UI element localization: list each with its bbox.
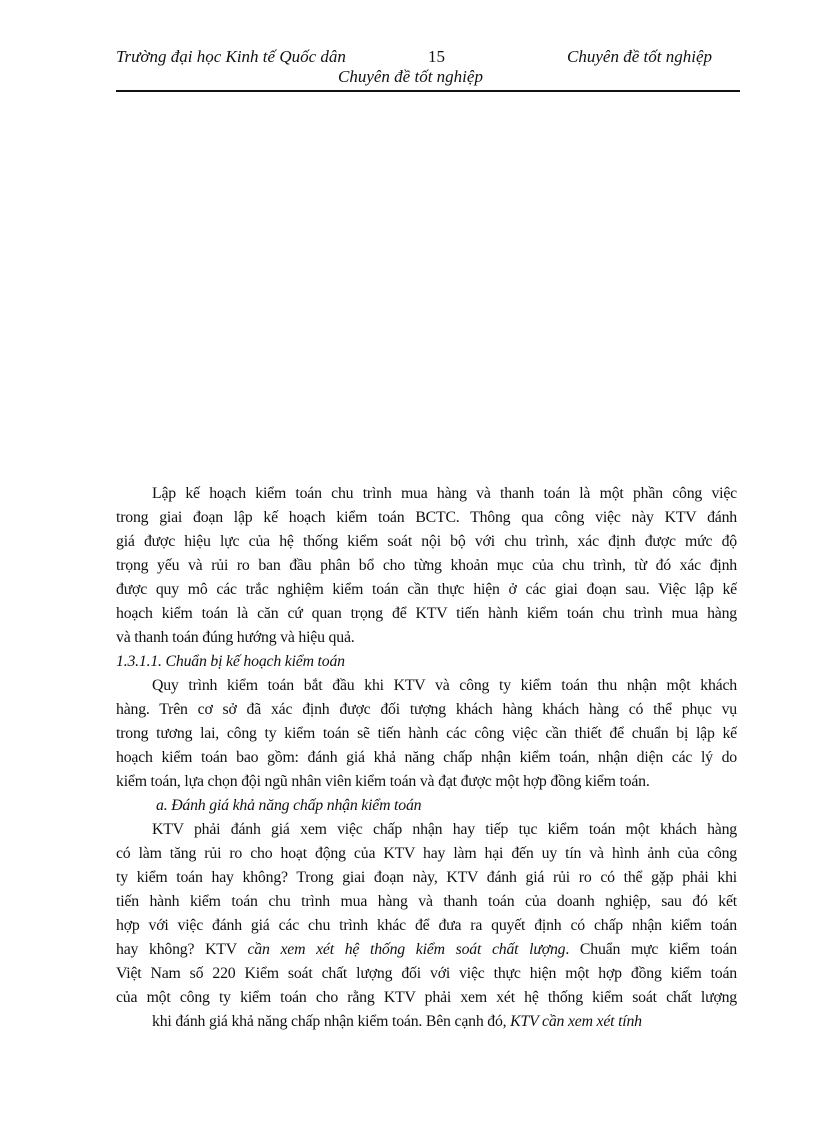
paragraph-3-text: khi đánh giá khả năng chấp nhận kiểm toán. Bên cạnh đó, (152, 1013, 511, 1030)
paragraph-3-line: hợp với việc đánh giá các chu trình khác để đưa ra quyết định có chấp nhận kiểm toán (116, 917, 737, 934)
emphasis-consider: KTV cần xem xét tính (510, 1013, 642, 1030)
paragraph-3-line: ty kiểm toán hay không? Trong giai đoạn này, KTV đánh giá rủi ro có thể gặp phải khi (116, 869, 737, 886)
header-school-name: Trường đại học Kinh tế Quốc dân (116, 47, 346, 66)
header-document-type: Chuyên đề tốt nghiệp (567, 47, 712, 66)
paragraph-1-line: Lập kế hoạch kiểm toán chu trình mua hàng và thanh toán là một phần công việc (152, 485, 737, 502)
header-page-number: 15 (428, 47, 445, 66)
paragraph-3-line: tiến hành kiểm toán chu trình mua hàng và thanh toán của doanh nghiệp, sau đó kết (116, 893, 737, 910)
section-heading: 1.3.1.1. Chuẩn bị kế hoạch kiểm toán (116, 653, 345, 670)
paragraph-1-line: giá được hiệu lực của hệ thống kiểm soát nội bộ với chu trình, xác định được mức độ (116, 533, 737, 550)
paragraph-2-line: trong tương lai, công ty kiểm toán sẽ tiến hành các công việc cần thiết để chuẩn bị lập kế (116, 725, 737, 742)
paragraph-3-line: có làm tăng rủi ro cho hoạt động của KTV hay làm hại đến uy tín và hình ảnh của công (116, 845, 737, 862)
page-header (116, 44, 740, 92)
paragraph-2-line: hoạch kiểm toán bao gồm: đánh giá khả năng chấp nhận kiểm toán, nhận diện các lý do (116, 749, 737, 766)
header-subtitle: Chuyên đề tốt nghiệp (338, 67, 483, 86)
paragraph-1-line: và thanh toán đúng hướng và hiệu quả. (116, 629, 355, 646)
paragraph-2-line: hàng. Trên cơ sở đã xác định được đối tượng khách hàng khách hàng có thể phục vụ (116, 701, 737, 718)
paragraph-3-line: Việt Nam số 220 Kiểm soát chất lượng đối với việc thực hiện một hợp đồng kiểm toán (116, 965, 737, 982)
paragraph-3-line: của một công ty kiểm toán cho rằng KTV phải xem xét hệ thống kiểm soát chất lượng (116, 989, 737, 1006)
paragraph-1-line: trong giai đoạn lập kế hoạch kiểm toán BCTC. Thông qua công việc này KTV đánh (116, 509, 737, 526)
paragraph-3-line-mixed (116, 938, 737, 962)
paragraph-2-line: Quy trình kiểm toán bắt đầu khi KTV và công ty kiểm toán thu nhận một khách (152, 677, 737, 694)
paragraph-3-line-mixed (116, 1010, 737, 1034)
paragraph-3-line: KTV phải đánh giá xem việc chấp nhận hay tiếp tục kiểm toán một khách hàng (152, 821, 737, 838)
emphasis-quality-control: cần xem xét hệ thống kiểm soát chất lượng (247, 941, 566, 958)
paragraph-1-line: được quy mô các trắc nghiệm kiểm toán cần thực hiện ở các giai đoạn sau. Việc lập kế (116, 581, 737, 598)
subheading-a: a. Đánh giá khả năng chấp nhận kiểm toán (156, 797, 422, 814)
document-body (116, 482, 737, 1034)
paragraph-3-text: . Chuẩn mực kiểm toán (565, 941, 737, 958)
paragraph-1-line: trọng yếu và rủi ro ban đầu phân bổ cho từng khoản mục của chu trình, từ đó xác định (116, 557, 737, 574)
paragraph-3-text: hay không? KTV (116, 941, 248, 958)
paragraph-2-line: kiểm toán, lựa chọn đội ngũ nhân viên kiểm toán và đạt được một hợp đồng kiểm toán. (116, 773, 650, 790)
paragraph-1-line: hoạch kiểm toán là căn cứ quan trọng để KTV tiến hành kiểm toán chu trình mua hàng (116, 605, 737, 622)
